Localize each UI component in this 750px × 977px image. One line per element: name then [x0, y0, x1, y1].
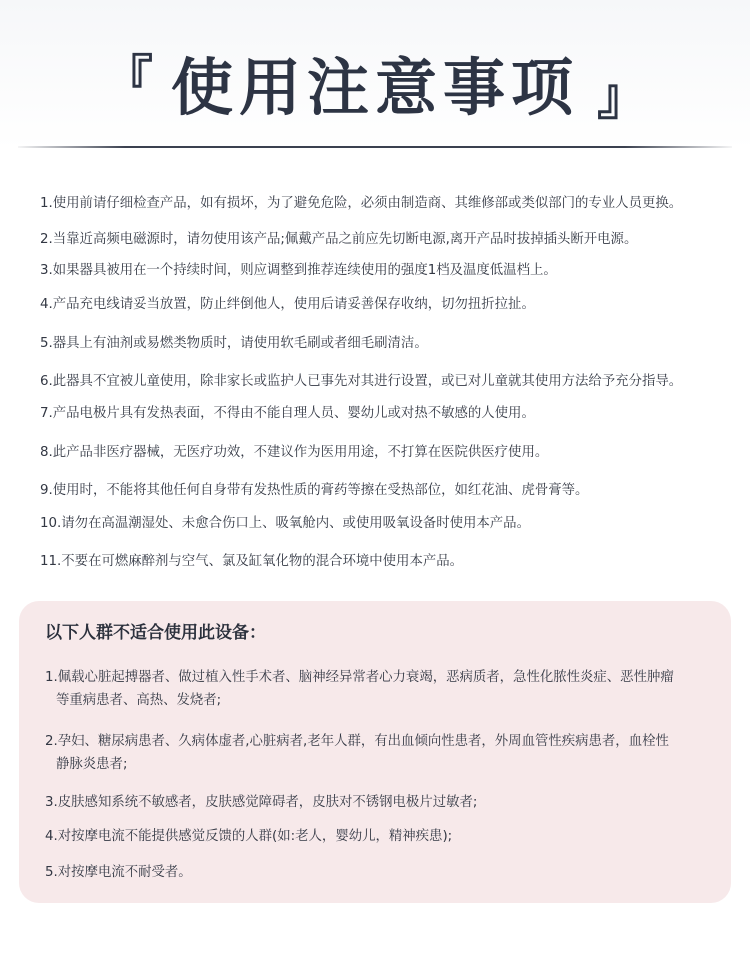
note-item: 10.请勿在高温潮湿处、未愈合伤口上、吸氧舱内、或使用吸氧设备时使用本产品。	[40, 516, 530, 531]
list-item	[45, 666, 717, 712]
title-bracket-left: 『	[102, 49, 153, 108]
list-item-line: 1.佩载心脏起搏器者、做过植入性手术者、脑神经异常者心力衰竭，恶病质者，急性化脓性炎症、恶性肿瘤	[45, 670, 674, 685]
note-item: 11.不要在可燃麻醉剂与空气、氯及缸氧化物的混合环境中使用本产品。	[40, 554, 464, 569]
page-title: 使用注意事项	[170, 51, 579, 124]
list-item-line: 2.孕妇、糖尿病患者、久病体虚者,心脏病者,老年人群，有出血倾向性患者，外周血管性疾病患者，血栓性	[45, 734, 669, 749]
note-item: 4.产品充电线请妥当放置，防止绊倒他人，使用后请妥善保存收纳，切勿扭折拉扯。	[40, 297, 535, 312]
list-item	[45, 861, 717, 884]
note-item: 7.产品电极片具有发热表面，不得由不能自理人员、婴幼儿或对热不敏感的人使用。	[40, 406, 535, 421]
note-item: 6.此器具不宜被儿童使用，除非家长或监护人已事先对其进行设置，或已对儿童就其使用方法给予充分指导。	[40, 374, 683, 389]
title-bracket-right: 』	[597, 67, 647, 126]
note-item: 9.使用时，不能将其他任何自身带有发热性质的膏药等擦在受热部位，如红花油、虎骨膏等。	[40, 483, 589, 498]
note-item: 8.此产品非医疗器械，无医疗功效，不建议作为医用用途，不打算在医院供医疗使用。	[40, 445, 549, 460]
list-item-line: 5.对按摩电流不耐受者。	[45, 865, 192, 880]
note-item: 3.如果器具被用在一个持续时间，则应调整到推荐连续使用的强度1档及温度低温档上。	[40, 263, 557, 278]
unsuitable-groups-panel	[19, 601, 731, 903]
list-item	[45, 825, 717, 848]
list-item-line: 等重病患者、高热、发烧者;	[56, 693, 222, 708]
list-item	[45, 791, 717, 814]
title-block	[0, 38, 750, 128]
panel-title: 以下人群不适合使用此设备：	[45, 623, 266, 643]
header	[0, 0, 750, 150]
title-divider	[18, 146, 732, 148]
note-item: 2.当靠近高频电磁源时，请勿使用该产品;佩戴产品之前应先切断电源,离开产品时拔掉插头断开电源。	[40, 232, 638, 247]
list-item-line: 3.皮肤感知系统不敏感者，皮肤感觉障碍者，皮肤对不锈钢电极片过敏者;	[45, 795, 478, 810]
list-item	[45, 730, 717, 776]
note-item: 5.器具上有油剂或易燃类物质时，请使用软毛刷或者细毛刷清洁。	[40, 336, 428, 351]
note-item: 1.使用前请仔细检查产品，如有损坏，为了避免危险，必须由制造商、其维修部或类似部门的专业人员更换。	[40, 196, 683, 211]
list-item-line: 4.对按摩电流不能提供感觉反馈的人群(如:老人，婴幼儿，精神疾患);	[45, 829, 453, 844]
list-item-line: 静脉炎患者;	[56, 757, 128, 772]
